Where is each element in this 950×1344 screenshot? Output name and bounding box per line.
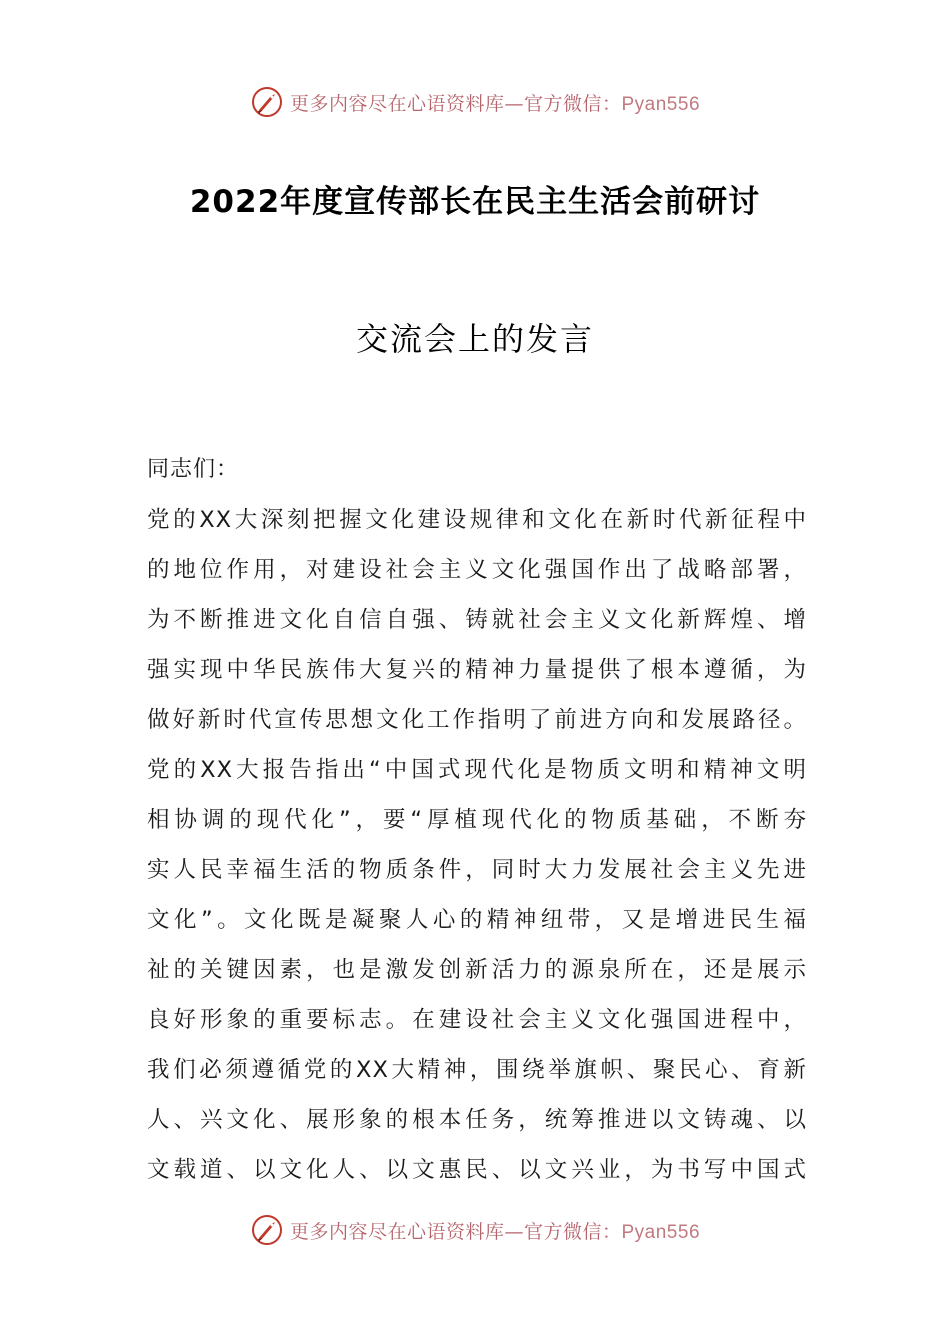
body-line: 党的XX大报告指出“中国式现代化是物质文明和精神文明 xyxy=(147,757,807,783)
banner-label: 更多内容尽在心语资料库—官方微信： xyxy=(289,1220,622,1243)
body-text xyxy=(147,495,807,1195)
body-line: 人、兴文化、展形象的根本任务，统筹推进以文铸魂、以 xyxy=(147,1107,807,1133)
banner-label: 更多内容尽在心语资料库—官方微信： xyxy=(289,92,622,115)
wechat-id: Pyan556 xyxy=(621,93,701,115)
pen-nib-logo-icon xyxy=(250,1213,284,1247)
banner-text xyxy=(290,1217,700,1244)
body-line: 文化”。文化既是凝聚人心的精神纽带，又是增进民生福 xyxy=(147,907,807,933)
body-line: 做好新时代宣传思想文化工作指明了前进方向和发展路径。 xyxy=(147,707,807,733)
pen-nib-logo-icon xyxy=(250,85,284,119)
body-line: 良好形象的重要标志。在建设社会主义文化强国进程中， xyxy=(147,1007,807,1033)
body-line: 实人民幸福生活的物质条件，同时大力发展社会主义先进 xyxy=(147,857,807,883)
body-line: 党的XX大深刻把握文化建设规律和文化在新时代新征程中 xyxy=(147,507,807,533)
document-title-line1: 2022年度宣传部长在民主生活会前研讨 xyxy=(189,184,761,220)
body-line: 文载道、以文化人、以文惠民、以文兴业，为书写中国式 xyxy=(147,1157,807,1183)
body-line: 为不断推进文化自信自强、铸就社会主义文化新辉煌、增 xyxy=(147,607,807,633)
footer-banner xyxy=(0,1210,950,1250)
document-title-line2: 交流会上的发言 xyxy=(355,320,594,358)
header-banner xyxy=(0,82,950,122)
body-line: 相协调的现代化”，要“厚植现代化的物质基础，不断夯 xyxy=(147,807,807,833)
body-line: 祉的关键因素，也是激发创新活力的源泉所在，还是展示 xyxy=(147,957,807,983)
body-line: 强实现中华民族伟大复兴的精神力量提供了根本遵循，为 xyxy=(147,657,807,683)
greeting: 同志们： xyxy=(147,457,240,482)
banner-text xyxy=(290,89,700,116)
body-line: 我们必须遵循党的XX大精神，围绕举旗帜、聚民心、育新 xyxy=(147,1057,807,1083)
body-line: 的地位作用，对建设社会主义文化强国作出了战略部署， xyxy=(147,557,807,583)
wechat-id: Pyan556 xyxy=(621,1221,701,1243)
